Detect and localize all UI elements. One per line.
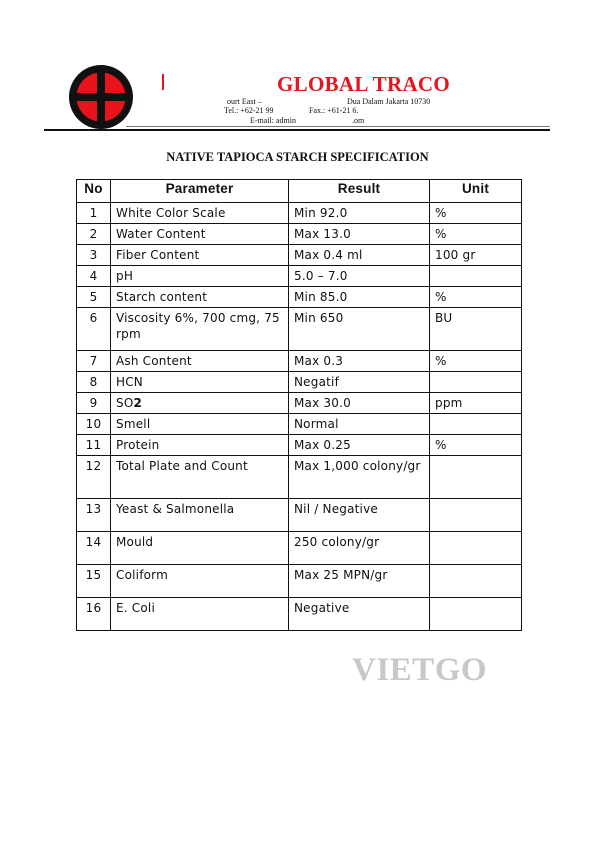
row-number: 16	[77, 598, 111, 631]
parameter-cell	[111, 393, 289, 414]
table-row	[77, 245, 522, 266]
table-row	[77, 565, 522, 598]
unit-cell	[430, 266, 522, 287]
parameter-cell: Water Content	[111, 224, 289, 245]
unit-cell	[430, 414, 522, 435]
row-number: 8	[77, 372, 111, 393]
result-cell: Max 0.4 ml	[289, 245, 430, 266]
unit-cell: %	[430, 435, 522, 456]
row-number: 1	[77, 203, 111, 224]
email-label: E-mail: admin	[250, 116, 296, 125]
parameter-text: SO	[116, 396, 134, 410]
column-header-result: Result	[289, 180, 430, 203]
table-row	[77, 499, 522, 532]
result-cell: Max 25 MPN/gr	[289, 565, 430, 598]
table-row	[77, 456, 522, 499]
table-row	[77, 598, 522, 631]
parameter-cell: Smell	[111, 414, 289, 435]
result-cell: 250 colony/gr	[289, 532, 430, 565]
result-cell: Negative	[289, 598, 430, 631]
company-logo-icon	[67, 63, 135, 131]
table-row	[77, 393, 522, 414]
row-number: 11	[77, 435, 111, 456]
unit-cell: BU	[430, 308, 522, 351]
unit-cell	[430, 456, 522, 499]
parameter-cell: Fiber Content	[111, 245, 289, 266]
row-number: 9	[77, 393, 111, 414]
row-number: 2	[77, 224, 111, 245]
table-row	[77, 224, 522, 245]
unit-cell	[430, 532, 522, 565]
table-header-row	[77, 180, 522, 203]
company-name: GLOBAL TRACO	[277, 72, 451, 96]
parameter-cell: Starch content	[111, 287, 289, 308]
document-title: NATIVE TAPIOCA STARCH SPECIFICATION	[166, 150, 429, 164]
parameter-cell: HCN	[111, 372, 289, 393]
result-cell: Max 30.0	[289, 393, 430, 414]
result-cell: Max 1,000 colony/gr	[289, 456, 430, 499]
row-number: 13	[77, 499, 111, 532]
address-line-right: Dua Dalam Jakarta 10730	[347, 97, 431, 106]
unit-cell: ppm	[430, 393, 522, 414]
fax: Fax.: +61-21 6.	[309, 106, 359, 115]
email-suffix: .om	[352, 116, 365, 125]
result-cell: Min 650	[289, 308, 430, 351]
row-number: 10	[77, 414, 111, 435]
column-header-unit: Unit	[430, 180, 522, 203]
result-cell: Max 0.3	[289, 351, 430, 372]
unit-cell	[430, 499, 522, 532]
table-row	[77, 414, 522, 435]
result-cell: 5.0 – 7.0	[289, 266, 430, 287]
unit-cell: %	[430, 224, 522, 245]
table-row	[77, 266, 522, 287]
column-header-parameter: Parameter	[111, 180, 289, 203]
parameter-cell: E. Coli	[111, 598, 289, 631]
table-row	[77, 308, 522, 351]
result-cell: Max 13.0	[289, 224, 430, 245]
result-cell: Normal	[289, 414, 430, 435]
header-rule-thin	[126, 126, 550, 127]
table-row	[77, 203, 522, 224]
parameter-subscript: 2	[133, 396, 143, 410]
row-number: 12	[77, 456, 111, 499]
row-number: 6	[77, 308, 111, 351]
row-number: 4	[77, 266, 111, 287]
specification-table	[76, 179, 522, 631]
unit-cell: %	[430, 203, 522, 224]
row-number: 5	[77, 287, 111, 308]
watermark-vietgo: VIETGO	[352, 652, 488, 688]
result-cell: Negatif	[289, 372, 430, 393]
table-row	[77, 532, 522, 565]
unit-cell: %	[430, 351, 522, 372]
row-number: 15	[77, 565, 111, 598]
parameter-cell: Ash Content	[111, 351, 289, 372]
table-row	[77, 372, 522, 393]
unit-cell: 100 gr	[430, 245, 522, 266]
table-row	[77, 287, 522, 308]
result-cell: Nil / Negative	[289, 499, 430, 532]
unit-cell	[430, 565, 522, 598]
parameter-cell: Coliform	[111, 565, 289, 598]
logo-red-bar	[162, 74, 164, 90]
address-line-left: ourt East –	[227, 97, 262, 106]
parameter-cell: Viscosity 6%, 700 cmg, 75 rpm	[111, 308, 289, 351]
result-cell: Min 92.0	[289, 203, 430, 224]
parameter-cell: Protein	[111, 435, 289, 456]
column-header-no: No	[77, 180, 111, 203]
parameter-cell: Total Plate and Count	[111, 456, 289, 499]
parameter-cell: White Color Scale	[111, 203, 289, 224]
parameter-cell: Mould	[111, 532, 289, 565]
result-cell: Max 0.25	[289, 435, 430, 456]
unit-cell	[430, 372, 522, 393]
row-number: 7	[77, 351, 111, 372]
result-cell: Min 85.0	[289, 287, 430, 308]
table-row	[77, 351, 522, 372]
unit-cell: %	[430, 287, 522, 308]
row-number: 14	[77, 532, 111, 565]
telephone: Tel.: +62-21 99	[224, 106, 274, 115]
parameter-cell: Yeast & Salmonella	[111, 499, 289, 532]
row-number: 3	[77, 245, 111, 266]
header-rule	[44, 129, 550, 131]
unit-cell	[430, 598, 522, 631]
table-row	[77, 435, 522, 456]
parameter-cell: pH	[111, 266, 289, 287]
